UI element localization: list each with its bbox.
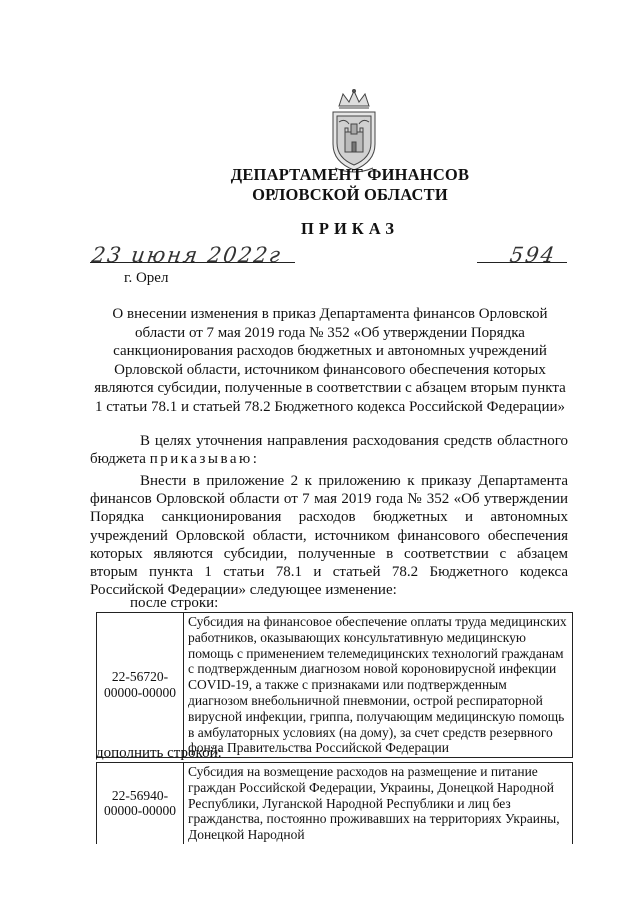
paragraph-purpose — [90, 432, 568, 468]
add-row-label: дополнить строкой: — [96, 745, 222, 761]
paragraph-amendment: Внести в приложение 2 к приложению к приказу Департамента финансов Орловской области от 7 мая 2019 года № 352 «Об утверждении Порядка санкционирования расходов бюджетных и автономных учреждений Орловской области, источником финансового обеспечения которых являются субсидии, полученные в соответствии с абзацем вторым пункта 1 статьи 78.1 и статьей 78.2 Бюджетного кодекса Российской Федерации» следующее изменение: — [90, 473, 568, 599]
purpose-colon: : — [252, 451, 257, 468]
order-subject: О внесении изменения в приказ Департамента финансов Орловской области от 7 мая 2019 года № 352 «Об утверждении Порядка санкционирования расходов бюджетных и автономных учреждений Орловской области, источником финансового обеспечения которых являются субсидии, полученные в соответствии с абзацем вторым пункта 1 статьи 78.1 и статьей 78.2 Бюджетного кодекса Российской Федерации» — [94, 306, 566, 415]
subsidy-description: Субсидия на финансовое обеспечение оплаты труда медицинских работников, оказывающих консультативную медицинскую помощь с применением телемедицинских технологий гражданам с подтвержденным диагнозом новой короновирусной инфекции COVID-19, а также с признаками или подтвержденным диагнозом внебольничной пневмонии, острой респираторной вирусной инфекции, гриппа, получающим медицинскую помощь в амбулаторных условиях (на дому), за счет средств резервного фонда Правительства Российской Федерации — [184, 613, 573, 758]
table-row — [97, 613, 573, 758]
coat-of-arms-emblem — [325, 88, 383, 174]
order-date-handwritten: 23 июня 2022г — [90, 243, 284, 267]
order-number-handwritten: 594 — [508, 243, 558, 267]
table-row — [97, 763, 573, 844]
department-name — [150, 165, 550, 205]
existing-row-table — [96, 612, 573, 758]
subsidy-code: 22-56940-00000-00000 — [97, 763, 184, 844]
new-row-table — [96, 762, 573, 844]
number-underline — [477, 262, 567, 263]
after-row-label: после строки: — [130, 595, 219, 611]
department-line-2: ОРЛОВСКОЙ ОБЛАСТИ — [252, 185, 448, 204]
purpose-text: В целях уточнения направления расходования средств областного бюджета — [90, 433, 568, 468]
order-verb: приказываю — [149, 451, 253, 468]
department-line-1: ДЕПАРТАМЕНТ ФИНАНСОВ — [230, 165, 470, 184]
date-underline — [90, 262, 295, 263]
city-label: г. Орел — [124, 270, 169, 286]
subsidy-code: 22-56720-00000-00000 — [97, 613, 184, 758]
order-title: ПРИКАЗ — [301, 219, 399, 238]
subsidy-description: Субсидия на возмещение расходов на размещение и питание граждан Российской Федерации, Украины, Донецкой Народной Республики, Луганской Народной Республики и лиц без гражданства, постоянно проживавших на территориях Украины, Донецкой Народной — [184, 763, 573, 844]
